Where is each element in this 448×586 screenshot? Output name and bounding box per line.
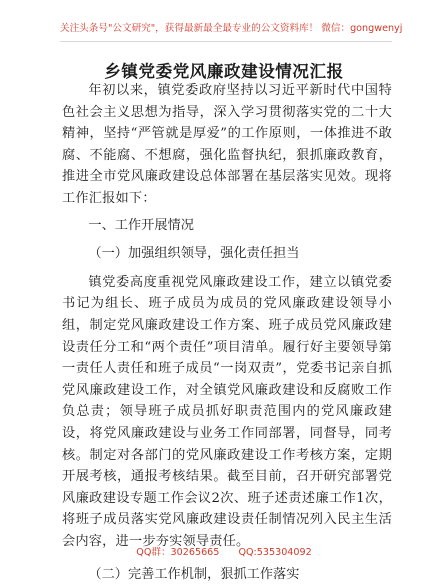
document-body <box>62 80 392 586</box>
body-paragraph: 镇党委高度重视党风廉政建设工作，建立以镇党委书记为组长、班子成员为成员的党风廉政建设领导小组，制定党风廉政建设工作方案、班子成员党风廉政建设责任分工和“两个责任”项目清单。履行好主要领导第一责任人责任和班子成员“一岗双责”，党委书记亲自抓党风廉政建设工作，对全镇党风廉政建设和反腐败工作负总责；领导班子成员抓好职责范围内的党风廉政建设，将党风廉政建设与业务工作同部署，同督导，同考核。制定对各部门的党风廉政建设工作考核方案，定期开展考核，通报考核结果。截至目前，召开研究部署党风廉政建设专题工作会议2次、班子述责述廉工作1次，将班子成员落实党风廉政建设责任制情况列入民主生活会内容，进一步夯实领导责任。 <box>62 274 392 549</box>
qq-text: QQ:535304092 <box>238 547 312 558</box>
promo-banner: 关注头条号"公文研究"，获得最新最全最专业的公文资料库！ 微信：gongwenyj <box>60 23 392 42</box>
subsection-heading: （一）加强组织领导，强化责任担当 <box>88 246 300 262</box>
subsection-heading: （二）完善工作机制，狠抓工作落实 <box>88 567 300 583</box>
intro-paragraph: 年初以来，镇党委政府坚持以习近平新时代中国特色社会主义思想为指导，深入学习贯彻落实党的二十大精神，坚持“严管就是厚爱”的工作原则，一体推进不敢腐、不能腐、不想腐，强化监督执纪，狠抓廉政教育，推进全市党风廉政建设总体部署在基层落实见效。现将工作汇报如下： <box>62 83 392 206</box>
contact-footer <box>0 544 448 558</box>
qq-group-text: QQ群：30265665 <box>136 547 220 558</box>
document-title: 乡镇党委党风廉政建设情况汇报 <box>104 62 344 81</box>
section-heading: 一、工作开展情况 <box>88 217 194 233</box>
